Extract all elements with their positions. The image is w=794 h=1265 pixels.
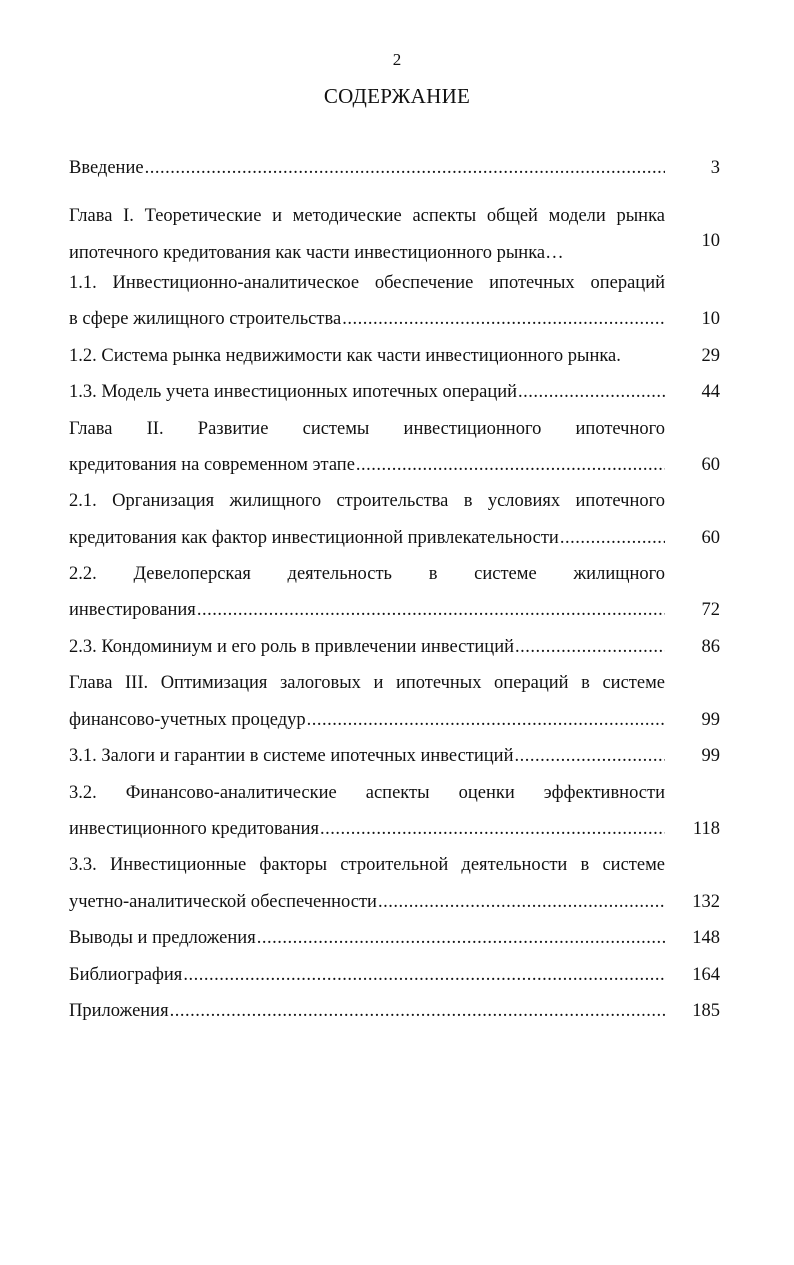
toc-entry-text: финансово-учетных процедур: [69, 710, 306, 730]
toc-page-number: 132: [692, 892, 720, 912]
toc-entry-section-2-2-line-2: [69, 598, 665, 622]
toc-entry-chapter-2-line-1: Глава II. Развитие системы инвестиционного ипотечного: [69, 419, 665, 439]
toc-page-number: 3: [710, 158, 720, 178]
toc-entry-text: инвестиционного кредитования: [69, 819, 320, 839]
toc-entry-section-1-2: 1.2. Система рынка недвижимости как части инвестиционного рынка.: [69, 346, 621, 366]
toc-page-number: 148: [692, 928, 720, 948]
toc-entry-section-1-3: [69, 380, 665, 404]
toc-page-number: 44: [701, 382, 720, 402]
toc-entry-section-2-1-line-2: [69, 526, 665, 550]
toc-page-number: 60: [701, 455, 720, 475]
toc-page-number: 99: [701, 746, 720, 766]
toc-page-number: 60: [701, 528, 720, 548]
toc-page-number: 118: [692, 819, 720, 839]
toc-entry-text: кредитования как фактор инвестиционной привлекательности: [69, 528, 559, 548]
toc-entry-text: Приложения: [69, 1001, 169, 1021]
toc-entry-text: Введение: [69, 158, 144, 178]
toc-entry-text: Библиография: [69, 965, 183, 985]
toc-entry-bibliography: [69, 963, 665, 987]
toc-page-number: 72: [701, 600, 720, 620]
page-number: 2: [392, 50, 402, 69]
toc-entry-section-3-2-line-1: 3.2. Финансово-аналитические аспекты оценки эффективности: [69, 783, 665, 803]
toc-page-number: 10: [701, 309, 720, 329]
toc-page-number: 185: [692, 1001, 720, 1021]
toc-entry-text: инвестирования: [69, 600, 196, 620]
toc-entry-chapter-1-line-2: ипотечного кредитования как части инвестиционного рынка…: [69, 243, 564, 263]
toc-entry-text: в сфере жилищного строительства: [69, 309, 342, 329]
toc-page-number: 29: [701, 346, 720, 366]
toc-page-number: 164: [692, 965, 720, 985]
toc-entry-section-1-1-line-2: [69, 307, 665, 331]
toc-page-number: 10: [701, 231, 720, 251]
toc-entry-text: учетно-аналитической обеспеченности: [69, 892, 377, 912]
toc-entry-conclusions: [69, 926, 665, 950]
toc-entry-chapter-3-line-2: [69, 708, 665, 732]
toc-page-number: 86: [701, 637, 720, 657]
toc-title: СОДЕРЖАНИЕ: [323, 84, 471, 108]
toc-entry-text: кредитования на современном этапе: [69, 455, 355, 475]
toc-entry-section-1-1-line-1: 1.1. Инвестиционно-аналитическое обеспечение ипотечных операций: [69, 273, 665, 293]
toc-entry-section-2-3: [69, 635, 665, 659]
toc-entry-section-2-2-line-1: 2.2. Девелоперская деятельность в системе жилищного: [69, 564, 665, 584]
toc-entry-section-3-1: [69, 744, 665, 768]
toc-entry-introduction: [69, 156, 665, 180]
toc-entry-text: 2.3. Кондоминиум и его роль в привлечении инвестиций: [69, 637, 515, 657]
toc-entry-section-3-2-line-2: [69, 817, 665, 841]
toc-entry-chapter-1-line-1: Глава I. Теоретические и методические аспекты общей модели рынка: [69, 206, 665, 226]
toc-entry-text: 3.1. Залоги и гарантии в системе ипотечных инвестиций: [69, 746, 514, 766]
toc-entry-chapter-2-line-2: [69, 453, 665, 477]
toc-entry-section-2-1-line-1: 2.1. Организация жилищного строительства в условиях ипотечного: [69, 491, 665, 511]
toc-entry-section-3-3-line-2: [69, 890, 665, 914]
toc-entry-appendices: [69, 999, 665, 1023]
toc-entry-text: Выводы и предложения: [69, 928, 256, 948]
toc-page-number: 99: [701, 710, 720, 730]
toc-entry-text: 1.3. Модель учета инвестиционных ипотечных операций: [69, 382, 518, 402]
toc-entry-chapter-3-line-1: Глава III. Оптимизация залоговых и ипотечных операций в системе: [69, 673, 665, 693]
toc-entry-section-3-3-line-1: 3.3. Инвестиционные факторы строительной деятельности в системе: [69, 855, 665, 875]
